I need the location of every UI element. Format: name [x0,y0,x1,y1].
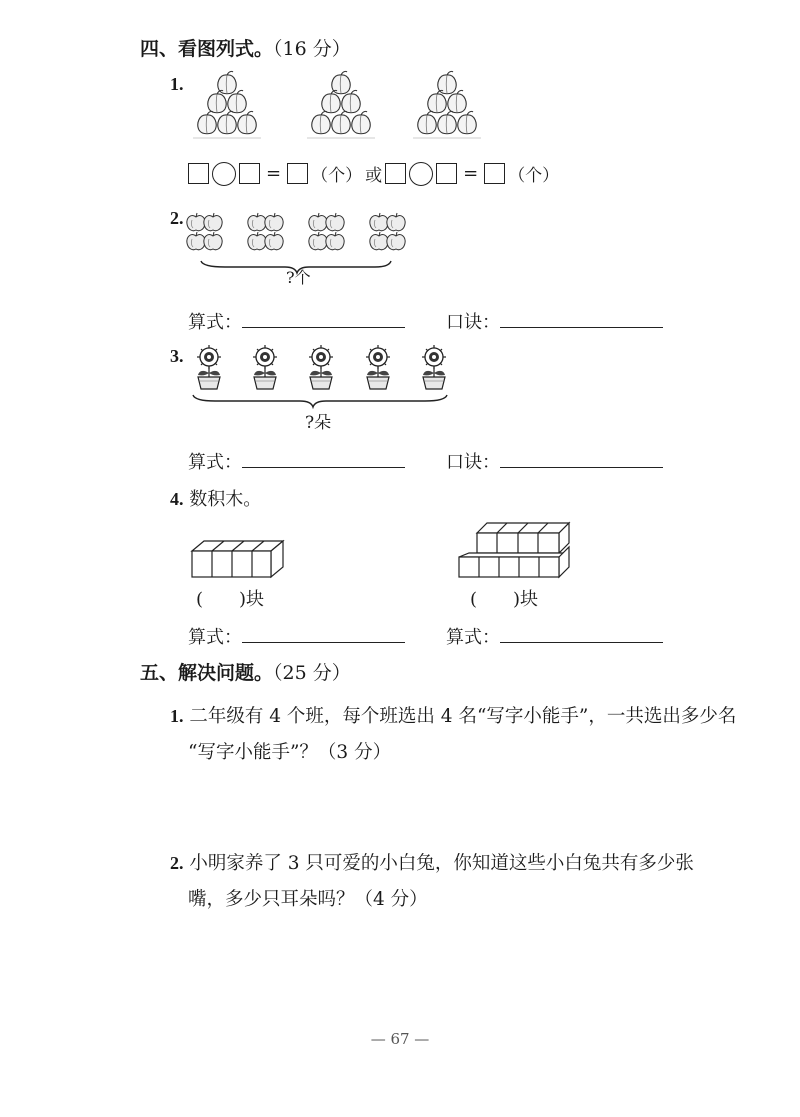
or-label: 或 [365,166,383,186]
curly-brace [193,395,447,407]
q3-rhyme-row [446,448,663,474]
rhyme-answer-line[interactable] [500,309,663,328]
operator-circle[interactable] [409,162,433,186]
operator-circle[interactable] [212,162,236,186]
q4-formula-row-left [188,623,405,649]
rhyme-answer-line[interactable] [500,449,663,468]
formula-label: 算式： [188,452,242,473]
section4-title: 四、看图列式。 [140,38,274,60]
q4-left-blank: ( )块 [196,589,265,610]
formula-answer-line[interactable] [242,624,405,643]
answer-box[interactable] [188,163,209,184]
formula-answer-line[interactable] [500,624,663,643]
flowerpot-illustration [185,343,455,415]
q4-heading [170,485,261,511]
q4-text: 数积木。 [189,489,262,510]
s5-q2-line1: 小明家养了 3 只可爱的小白兔，你知道这些小白兔共有多少张 [189,853,694,874]
formula-answer-line[interactable] [242,309,405,328]
s5-q1-block [170,698,770,771]
section5-title: 五、解决问题。 [140,662,274,684]
section4-heading [140,34,351,61]
section4-score: （16 分） [273,38,351,60]
peach-group-2 [307,71,375,138]
q1-equation-row [188,161,559,186]
q3-formula-row [188,448,405,474]
q4-right-blank: ( )块 [470,589,539,610]
unit-label: （个） [508,166,560,186]
peach-groups-illustration [185,68,495,144]
answer-box[interactable] [287,163,308,184]
q2-rhyme-row [446,308,663,334]
s5-q1-line2: “写字小能手”？（3 分） [188,742,392,763]
section5-heading [140,658,351,685]
s5-q2-line2: 嘴，多少只耳朵吗？（4 分） [188,889,428,910]
q2-formula-row [188,308,405,334]
answer-box[interactable] [385,163,406,184]
formula-label: 算式： [188,627,242,648]
unit-label: （个） [311,166,363,186]
q3-brace-label: ?朵 [305,413,332,433]
s5-q2-number: 2. [170,853,184,873]
answer-box[interactable] [239,163,260,184]
s5-q1-number: 1. [170,706,184,726]
section5-score: （25 分） [273,662,351,684]
q2-brace-label: ?个 [286,268,311,287]
peach-group-3 [413,71,481,138]
q1-number: 1. [170,74,184,94]
blocks-right-illustration [457,519,577,579]
formula-label: 算式： [446,627,500,648]
equals-sign: = [266,163,282,184]
rhyme-label: 口诀： [446,312,500,333]
s5-q1-line1: 二年级有 4 个班，每个班选出 4 名“写字小能手”，一共选出多少名 [189,706,737,727]
rhyme-label: 口诀： [446,452,500,473]
q4-formula-row-right [446,623,663,649]
blocks-left-illustration [190,537,290,579]
q3-number: 3. [170,346,184,366]
answer-box[interactable] [484,163,505,184]
formula-label: 算式： [188,312,242,333]
formula-answer-line[interactable] [242,449,405,468]
q4-number: 4. [170,489,184,509]
equals-sign: = [463,163,479,184]
page-number: — 67 — [370,1030,430,1048]
peach-group-1 [193,71,261,138]
answer-box[interactable] [436,163,457,184]
q2-number: 2. [170,208,184,228]
s5-q2-block [170,845,770,918]
